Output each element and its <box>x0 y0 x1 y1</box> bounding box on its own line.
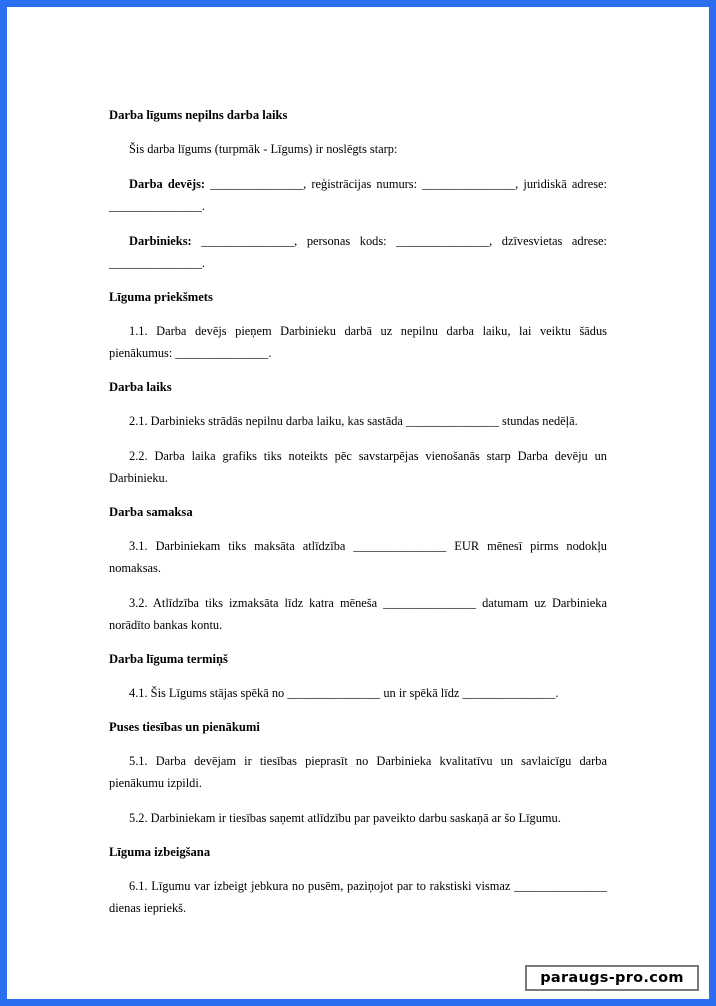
section-paragraph: 2.2. Darba laika grafiks tiks noteikts pēc savstarpējas vienošanās starp Darba devēju un Darbinieku. <box>109 449 607 485</box>
section-paragraph: 1.1. Darba devējs pieņem Darbinieku darbā uz nepilnu darba laiku, lai veiktu šādus pienākumus: _______________. <box>109 324 607 360</box>
document-body <box>109 104 607 919</box>
document-title: Darba līgums nepilns darba laiks <box>109 108 288 122</box>
employee-paragraph <box>109 230 607 274</box>
employer-label: Darba devējs: <box>129 177 206 191</box>
section-paragraph: 2.1. Darbinieks strādās nepilnu darba laiku, kas sastāda _______________ stundas nedēļā. <box>129 414 578 428</box>
employee-text: _______________, personas kods: _______________, dzīvesvietas adrese: _______________. <box>109 234 607 270</box>
watermark-badge[interactable]: paraugs-pro.com <box>525 965 699 991</box>
section-heading: Darba laiks <box>109 380 172 394</box>
document-page <box>7 7 709 999</box>
section-heading: Darba samaksa <box>109 505 193 519</box>
section-heading: Darba līguma termiņš <box>109 652 228 666</box>
section-paragraph: 3.1. Darbiniekam tiks maksāta atlīdzība _______________ EUR mēnesī pirms nodokļu nomaksas. <box>109 539 607 575</box>
employer-text: _______________, reģistrācijas numurs: _______________, juridiskā adrese: _______________. <box>109 177 607 213</box>
employer-paragraph <box>109 173 607 217</box>
section-paragraph: 4.1. Šis Līgums stājas spēkā no _______________ un ir spēkā līdz _______________. <box>129 686 559 700</box>
section-paragraph: 3.2. Atlīdzība tiks izmaksāta līdz katra mēneša _______________ datumam uz Darbinieka norādīto bankas kontu. <box>109 596 607 632</box>
intro-paragraph: Šis darba līgums (turpmāk - Līgums) ir noslēgts starp: <box>129 142 398 156</box>
section-heading: Līguma izbeigšana <box>109 845 211 859</box>
employee-label: Darbinieks: <box>129 234 192 248</box>
section-paragraph: 5.2. Darbiniekam ir tiesības saņemt atlīdzību par paveikto darbu saskaņā ar šo Līgumu. <box>129 811 561 825</box>
section-paragraph: 6.1. Līgumu var izbeigt jebkura no pusēm, paziņojot par to rakstiski vismaz _______________ dienas iepriekš. <box>109 879 607 915</box>
section-paragraph: 5.1. Darba devējam ir tiesības pieprasīt no Darbinieka kvalitatīvu un savlaicīgu darba pienākumu izpildi. <box>109 754 607 790</box>
section-heading: Puses tiesības un pienākumi <box>109 720 260 734</box>
section-heading: Līguma priekšmets <box>109 290 213 304</box>
